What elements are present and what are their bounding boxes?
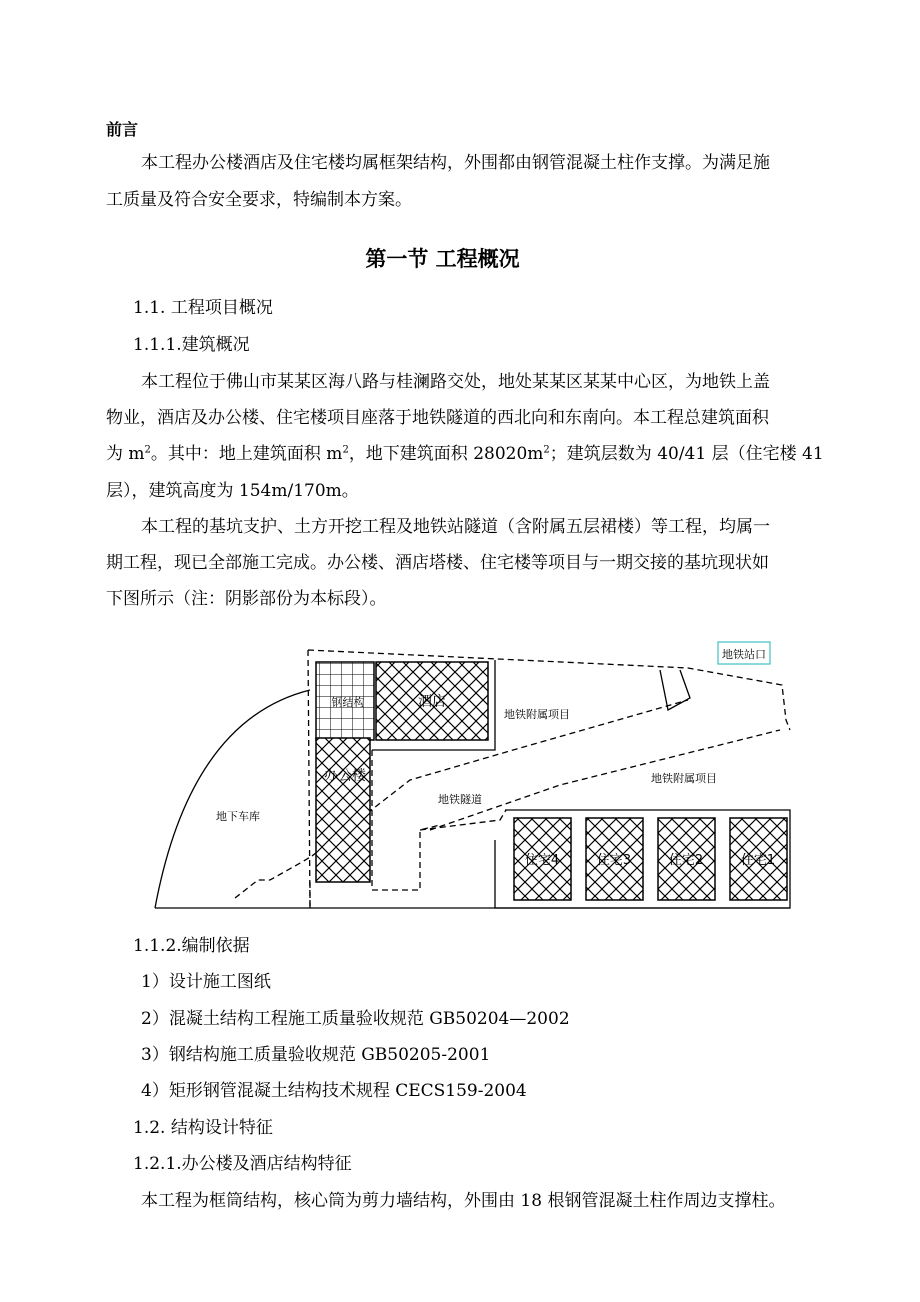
heading-1-1-1: 1.1.1.建筑概况: [133, 335, 250, 355]
heading-1-2: 1.2. 结构设计特征: [133, 1118, 273, 1138]
garage-label: 地下车库: [216, 810, 260, 823]
annex-2-label: 地铁附属项目: [651, 772, 717, 785]
heading-1-1-2: 1.1.2.编制依据: [133, 936, 250, 956]
preface-line-1: 本工程办公楼酒店及住宅楼均属框架结构，外围都由钢管混凝土柱作支撑。为满足施: [141, 153, 770, 173]
para1-line-1: 本工程位于佛山市某某区海八路与桂澜路交处，地处某某区某某中心区，为地铁上盖: [141, 372, 770, 392]
tunnel-line-2: [430, 730, 780, 830]
site-plan-diagram: [0, 630, 920, 930]
res-2-label: 住宅2: [668, 853, 704, 868]
structure-para: 本工程为框筒结构，核心筒为剪力墙结构，外围由 18 根钢管混凝土柱作周边支撑柱。: [141, 1191, 786, 1211]
hotel-label: 酒店: [418, 694, 446, 710]
sup-b: 2: [342, 444, 349, 456]
para2-line-2: 期工程，现已全部施工完成。办公楼、酒店塔楼、住宅楼等项目与一期交接的基坑现状如: [106, 553, 769, 573]
res-1-label: 住宅1: [740, 853, 776, 868]
para1-l3b: 。其中：地上建筑面积 m: [150, 444, 343, 464]
annex-edge-2: [660, 670, 690, 710]
para1-line-2: 物业，酒店及办公楼、住宅楼项目座落于地铁隧道的西北向和东南向。本工程总建筑面积: [106, 408, 769, 428]
subway-exit-label: 地铁站口: [722, 648, 766, 661]
para1-l3d: ；建筑层数为 40/41 层（住宅楼 41: [549, 444, 824, 464]
res-3-label: 住宅3: [596, 853, 632, 868]
basis-item-2: 2）混凝土结构工程施工质量验收规范 GB50204—2002: [141, 1009, 570, 1029]
office-block: [316, 738, 370, 882]
steel-label: 钢结构: [331, 696, 365, 709]
heading-1-1: 1.1. 工程项目概况: [133, 298, 273, 318]
basis-item-1: 1）设计施工图纸: [141, 972, 271, 992]
section-title: 第一节 工程概况: [365, 247, 520, 271]
garage-arc: [155, 690, 310, 908]
preface-heading: 前言: [106, 120, 139, 139]
heading-1-2-1: 1.2.1.办公楼及酒店结构特征: [133, 1154, 352, 1174]
para2-line-3: 下图所示（注：阴影部份为本标段）。: [106, 589, 387, 609]
para1-l3c: ，地下建筑面积 28020m: [348, 444, 544, 464]
para1-l3a: 为 m: [106, 444, 145, 464]
para1-line-3: [106, 444, 824, 464]
para2-line-1: 本工程的基坑支护、土方开挖工程及地铁站隧道（含附属五层裙楼）等工程，均属一: [141, 517, 770, 537]
res-4-label: 住宅4: [524, 853, 560, 868]
para1-line-4: 层），建筑高度为 154m/170m。: [106, 481, 359, 501]
office-label: 办公楼: [324, 768, 366, 784]
preface-line-2: 工质量及符合安全要求，特编制本方案。: [106, 190, 412, 210]
annex-1-label: 地铁附属项目: [504, 708, 570, 721]
sup-c: 2: [543, 444, 550, 456]
basis-item-3: 3）钢结构施工质量验收规范 GB50205-2001: [141, 1045, 491, 1065]
sup-a: 2: [144, 444, 151, 456]
tunnel-label: 地铁隧道: [438, 793, 482, 806]
basis-item-4: 4）矩形钢管混凝土结构技术规程 CECS159-2004: [141, 1081, 527, 1101]
